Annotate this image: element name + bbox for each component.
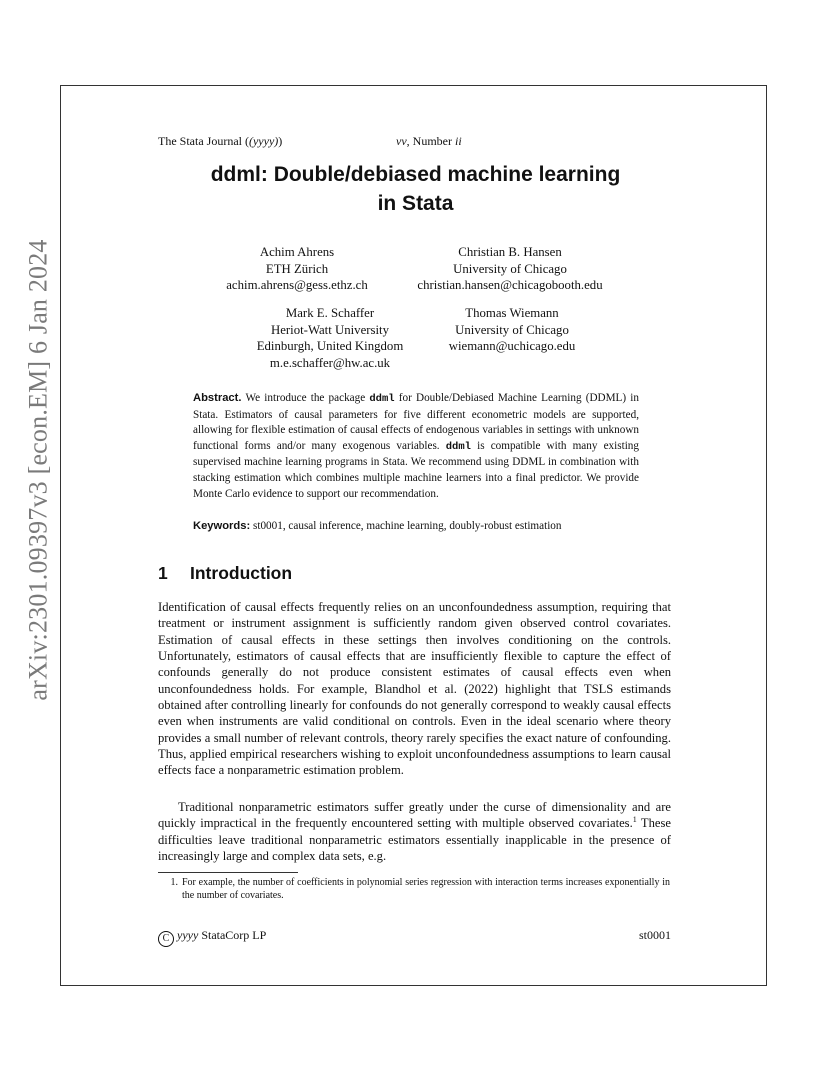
abstract-label: Abstract. (193, 392, 242, 404)
author-email: m.e.schaffer@hw.ac.uk (269, 355, 391, 370)
arxiv-stamp-text: arXiv:2301.09397v3 [econ.EM] 6 Jan 2024 (24, 239, 53, 701)
volume-number: vv, Number ii (396, 134, 462, 148)
author-affiliation: ETH Zürich (265, 261, 329, 276)
footnote-text: For example, the number of coefficients in polynomial series regression with interaction terms increases exponentially in the number of covariates. (182, 877, 670, 901)
section-title: Introduction (190, 563, 293, 583)
copyright-icon: C (158, 931, 174, 947)
author-email: christian.hansen@chicagobooth.edu (417, 278, 603, 292)
author-name: Achim Ahrens (259, 245, 335, 259)
footnote-mark[interactable]: 1 (632, 815, 637, 825)
author-email: achim.ahrens@gess.ethz.ch (226, 278, 368, 292)
journal-name: The Stata Journal ((yyyy)) (158, 134, 283, 148)
author-location: Edinburgh, United Kingdom (256, 339, 404, 353)
author-name: Christian B. Hansen (458, 245, 562, 259)
author-block (404, 244, 616, 294)
author-block (218, 244, 376, 294)
author-affiliation: University of Chicago (453, 261, 567, 276)
paper-title (158, 160, 673, 218)
author-email: wiemann@uchicago.edu (448, 339, 576, 353)
author-name: Mark E. Schaffer (285, 306, 375, 320)
author-name: Thomas Wiemann (465, 306, 559, 320)
body-paragraph: Identification of causal effects frequently relies on an unconfoundedness assumption, requiring that treatment or instrument assignment is sufficiently random given observed control covariates. Estimation of causal effects in these settings then involves conditioning on the controls. Unfortunately, estimators of causal effects that are insufficiently flexible to capture the effect of confounds generally do not produce consistent estimates of causal effects even when unconfoundedness holds. For example, Blandhol et al. (2022) highlight that TSLS estimands obtained after controlling linearly for confounds do not generally correspond to weakly causal effects even when instruments are valid conditional on controls. Even in the ideal scenario where theory provides a small number of relevant controls, theory rarely specifies the exact nature of confounding. Thus, applied empirical researchers wishing to exploit unconfoundedness assumptions to learn causal effects face a nonparametric estimation problem. (158, 600, 671, 778)
footnote-number: 1. (170, 877, 178, 888)
author-block (244, 305, 416, 371)
arxiv-stamp (24, 239, 53, 701)
keywords (193, 520, 653, 532)
journal-year: (yyyy) (248, 134, 279, 148)
title-line: ddml: Double/debiased machine learning (210, 163, 621, 186)
package-name: ddml (445, 440, 471, 453)
section-number: 1 (158, 563, 168, 583)
author-affiliation: Heriot-Watt University (270, 322, 390, 337)
title-line: in Stata (377, 192, 454, 215)
copyright: C yyyy StataCorp LP (158, 928, 266, 942)
footnote (158, 876, 671, 902)
article-code: st0001 (638, 928, 671, 942)
keywords-label: Keywords: (193, 520, 251, 532)
section-heading (158, 563, 292, 584)
keywords-text: st0001, causal inference, machine learning, doubly-robust estimation (250, 520, 562, 532)
footnote-rule (158, 872, 298, 873)
package-name: ddml (369, 393, 395, 405)
page-footer (158, 928, 671, 947)
author-block (442, 305, 582, 355)
abstract: Abstract. We introduce the package ddml for Double/Debiased Machine Learning (DDML) in Stata. Estimators of causal parameters for five different econometric models are supported, allowing for flexible estimation of causal effects of endogenous variables in settings with unknown functional forms and/or many exogenous variables. ddml is compatible with many existing supervised machine learning programs in Stata. We recommend using DDML in combination with stacking estimation which combines multiple machine learners into a final predictor. We provide Monte Carlo evidence to support our recommendation. (193, 392, 639, 500)
body-paragraph: Traditional nonparametric estimators suffer greatly under the curse of dimensionality and are quickly impractical in the frequently encountered setting with multiple observed covariates.$^1$ These difficulties leave traditional nonparametric estimators essentially inapplicable in the presence of increasingly large and complex data sets, e.g. (158, 800, 671, 864)
author-affiliation: University of Chicago (455, 322, 569, 337)
